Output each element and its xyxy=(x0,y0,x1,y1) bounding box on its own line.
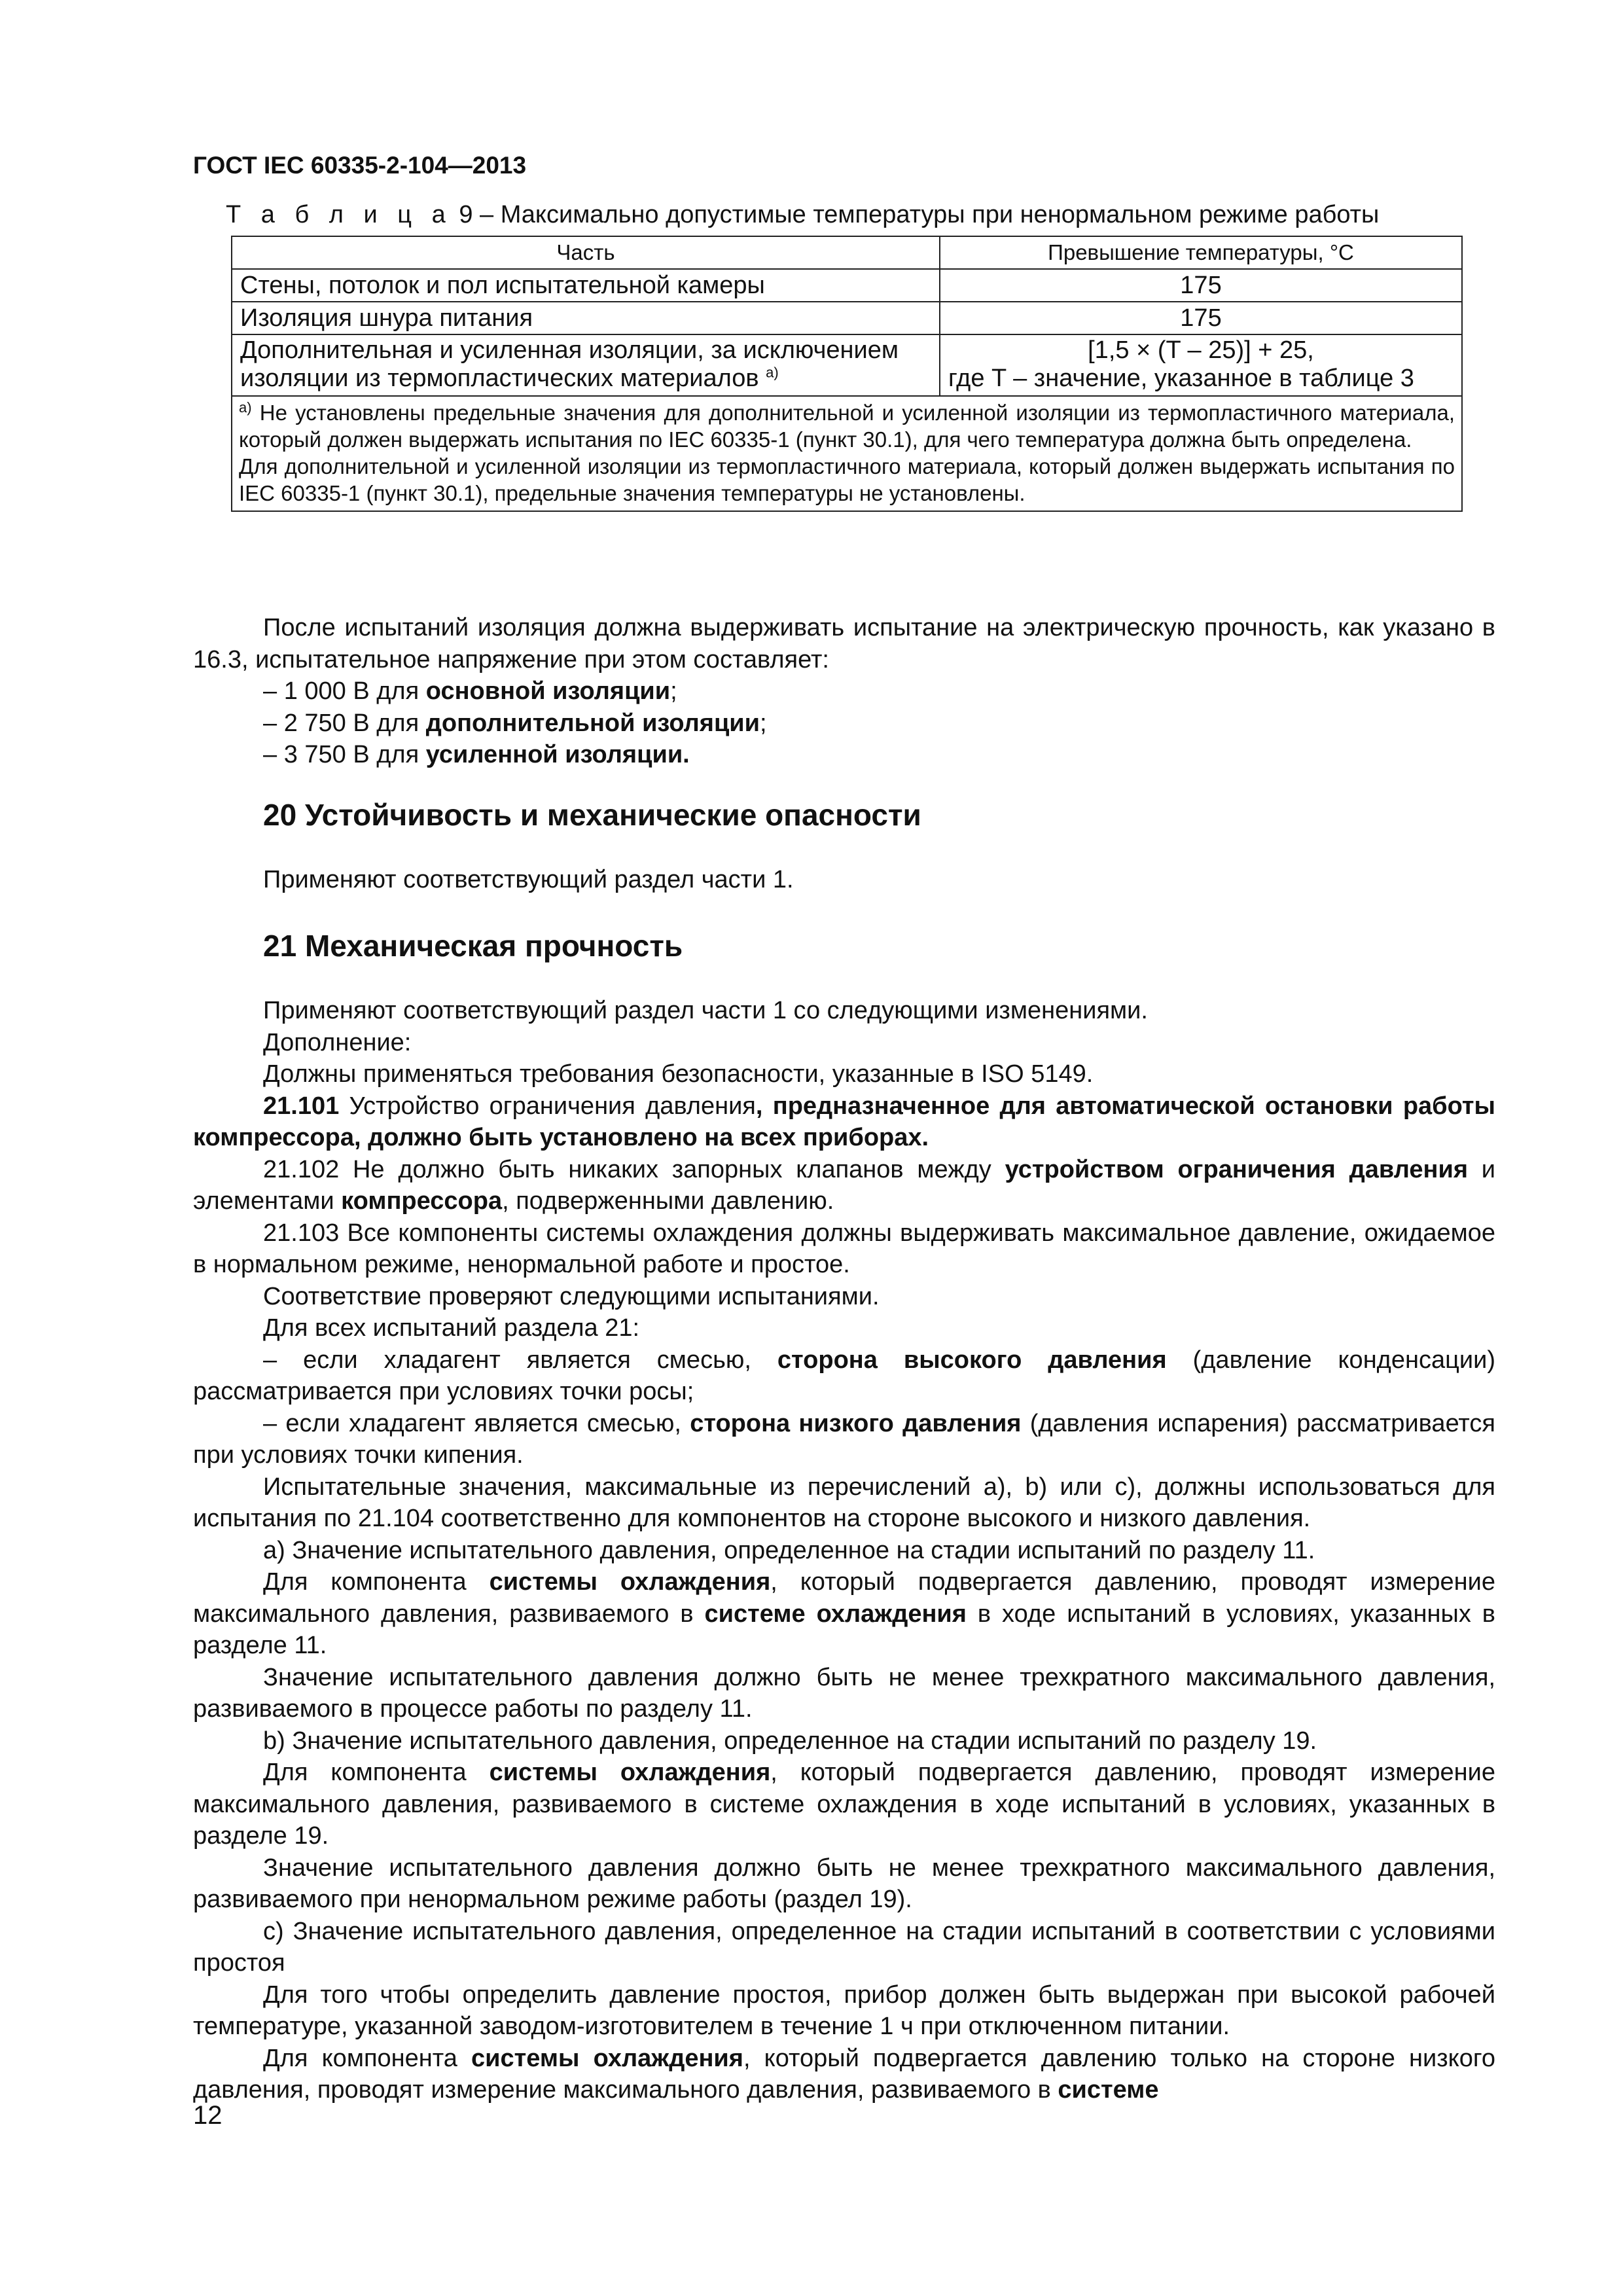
document-header: ГОСТ IEC 60335-2-104—2013 xyxy=(193,152,527,179)
paragraph: Для того чтобы определить давление простоя, прибор должен быть выдержан при высокой рабочей температуре, указанной заводом-изготовителем в течение 1 ч при отключенном питании. xyxy=(193,1981,1495,2040)
table-row xyxy=(232,302,1462,334)
clause-21-103: 21.103 Все компоненты системы охлаждения должны выдерживать максимальное давление, ожидаемое в нормальном режиме, ненормальной работе и простое. xyxy=(193,1219,1495,1278)
table-row xyxy=(232,334,1462,396)
footnote-marker: a) xyxy=(239,399,252,416)
table-caption-label: Т а б л и ц а xyxy=(226,201,452,228)
clause-21-101: 21.101 Устройство ограничения давления, предназначенное для автоматической остановки работы компрессора, должно быть установлено на всех приборах. xyxy=(193,1092,1495,1151)
footnote-ref: a) xyxy=(766,364,779,381)
formula: [1,5 × (T – 25)] + 25, xyxy=(1088,336,1314,364)
paragraph: b) Значение испытательного давления, определенное на стадии испытаний по разделу 19. xyxy=(263,1727,1317,1755)
page-number: 12 xyxy=(193,2101,223,2130)
table-cell-part: Стены, потолок и пол испытательной камеры xyxy=(232,269,940,302)
section-20-title: 20 Устойчивость и механические опасности xyxy=(263,798,921,832)
table-note-row xyxy=(232,396,1462,511)
paragraph: c) Значение испытательного давления, определенное на стадии испытаний в соответствии с условиями простоя xyxy=(193,1917,1495,1977)
paragraph: Для компонента системы охлаждения, который подвергается давлению только на стороне низкого давления, проводят измерение максимального давления, развиваемого в системе xyxy=(193,2044,1495,2104)
section-20-body xyxy=(193,864,1495,896)
temperature-table xyxy=(231,236,1463,512)
table-note xyxy=(232,396,1462,511)
table-cell-part xyxy=(232,334,940,396)
table-row xyxy=(232,269,1462,302)
table-header-temperature: Превышение температуры, °C xyxy=(940,236,1462,269)
intro-paragraph: После испытаний изоляция должна выдерживать испытание на электрическую прочность, как указано в 16.3, испытательное напряжение при этом составляет: xyxy=(193,614,1495,673)
table-cell-value xyxy=(940,334,1462,396)
formula-note: где T – значение, указанное в таблице 3 xyxy=(948,365,1414,392)
footnote-text-2: Для дополнительной и усиленной изоляции из термопластичного материала, который должен выдержать испытания по IEC 60335-1 (пункт 30.1), предельные значения температуры не установлены. xyxy=(239,454,1455,505)
paragraph: Должны применяться требования безопасности, указанные в ISO 5149. xyxy=(263,1060,1094,1088)
paragraph: Применяют соответствующий раздел части 1 со следующими изменениями. xyxy=(263,997,1148,1024)
list-item: – если хладагент является смесью, сторона низкого давления (давления испарения) рассматривается при условиях точки кипения. xyxy=(193,1409,1495,1469)
list-item: – 3 750 В для усиленной изоляции. xyxy=(263,741,690,768)
paragraph: Для компонента системы охлаждения, который подвергается давлению, проводят измерение максимального давления, развиваемого в системе охлаждения в ходе испытаний в условиях, указанных в разделе 11. xyxy=(193,1568,1495,1659)
table-caption xyxy=(226,201,1379,229)
paragraph: Значение испытательного давления должно быть не менее трехкратного максимального давления, развиваемого при ненормальном режиме работы (раздел 19). xyxy=(193,1854,1495,1913)
section-21-title: 21 Механическая прочность xyxy=(263,929,683,963)
table-cell-value: 175 xyxy=(940,269,1462,302)
paragraph: a) Значение испытательного давления, определенное на стадии испытаний по разделу 11. xyxy=(263,1536,1315,1564)
section-21-body xyxy=(193,995,1495,2106)
footnote-text-1: Не установлены предельные значения для дополнительной и усиленной изоляции из термопластичного материала, который должен выдержать испытания по IEC 60335-1 (пункт 30.1), для чего температура должна быть определена. xyxy=(239,401,1455,452)
section-20-text: Применяют соответствующий раздел части 1. xyxy=(263,866,794,893)
list-item: – если хладагент является смесью, сторона высокого давления (давление конденсации) рассматривается при условиях точки росы; xyxy=(193,1346,1495,1405)
paragraph: Значение испытательного давления должно быть не менее трехкратного максимального давления, развиваемого в процессе работы по разделу 11. xyxy=(193,1663,1495,1723)
paragraph: Дополнение: xyxy=(263,1028,412,1056)
paragraph: Соответствие проверяют следующими испытаниями. xyxy=(263,1282,880,1310)
paragraph: Для всех испытаний раздела 21: xyxy=(263,1314,640,1342)
table-header-part: Часть xyxy=(232,236,940,269)
clause-21-102: 21.102 Не должно быть никаких запорных клапанов между устройством ограничения давления и элементами компрессора, подверженными давлению. xyxy=(193,1155,1495,1215)
table-cell-part: Изоляция шнура питания xyxy=(232,302,940,334)
list-item: – 1 000 В для основной изоляции; xyxy=(263,677,677,705)
table-caption-text: 9 – Максимально допустимые температуры при ненормальном режиме работы xyxy=(452,201,1380,228)
table-cell-value: 175 xyxy=(940,302,1462,334)
intro-block xyxy=(193,612,1495,771)
list-item: – 2 750 В для дополнительной изоляции; xyxy=(263,709,767,737)
table-cell-part-text: Дополнительная и усиленная изоляции, за исключением изоляции из термопластических материалов xyxy=(240,336,899,392)
paragraph: Для компонента системы охлаждения, который подвергается давлению, проводят измерение максимального давления, развиваемого в системе охлаждения в ходе испытаний в условиях, указанных в разделе 19. xyxy=(193,1759,1495,1850)
paragraph: Испытательные значения, максимальные из перечислений a), b) или c), должны использоваться для испытания по 21.104 соответственно для компонентов на стороне высокого и низкого давления. xyxy=(193,1473,1495,1532)
